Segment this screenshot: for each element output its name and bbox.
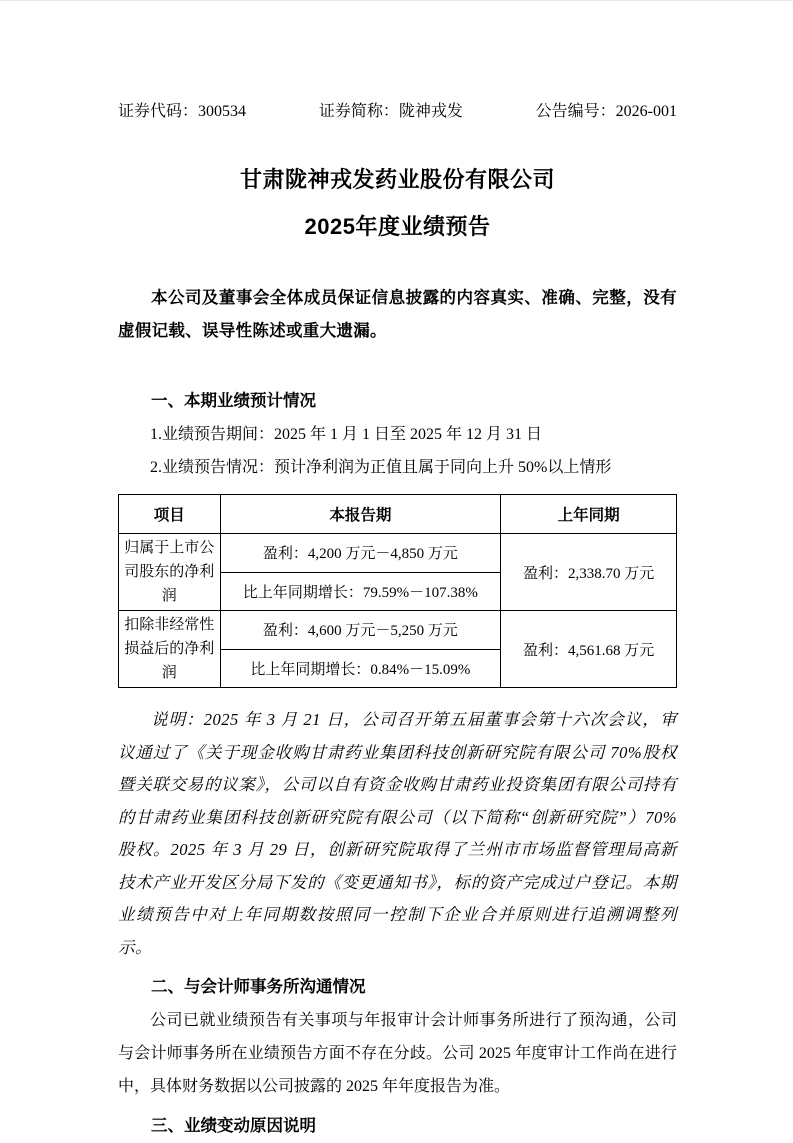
stock-short-name: 证券简称：陇神戎发: [318, 103, 463, 120]
table-row: [119, 534, 677, 573]
table-row: [119, 611, 677, 650]
row2-item-cell: 扣除非经常性损益后的净利润: [119, 611, 221, 688]
table-header-row: [119, 495, 677, 534]
document-title: 2025年度业绩预告: [304, 214, 491, 239]
column-header-item: 项目: [119, 495, 221, 534]
section-3-heading: 三、业绩变动原因说明: [151, 1117, 316, 1135]
row2-profit-cell: 盈利：4,600 万元－5,250 万元: [220, 611, 501, 650]
row1-growth-cell: 比上年同期增长：79.59%－107.38%: [220, 572, 501, 611]
section-2-body: 公司已就业绩预告有关事项与年报审计会计师事务所进行了预沟通，公司与会计师事务所在业绩预告方面不存在分歧。公司 2025 年度审计工作尚在进行中，具体财务数据以公司披露的 2025 年年度报告为准。: [118, 1012, 677, 1095]
disclaimer-statement: 本公司及董事会全体成员保证信息披露的内容真实、准确、完整，没有虚假记载、误导性陈述或重大遗漏。: [118, 289, 677, 340]
row1-item-cell: 归属于上市公司股东的净利润: [119, 534, 221, 611]
company-title: 甘肃陇神戎发药业股份有限公司: [239, 167, 555, 192]
section-2-heading: 二、与会计师事务所沟通情况: [151, 978, 366, 996]
row2-prior-cell: 盈利：4,561.68 万元: [501, 611, 677, 688]
stock-code: 证券代码：300534: [118, 103, 247, 120]
column-header-current-period: 本报告期: [220, 495, 501, 534]
row1-prior-cell: 盈利：2,338.70 万元: [501, 534, 677, 611]
title-block: [118, 165, 677, 242]
performance-forecast-table: [118, 494, 677, 688]
column-header-prior-period: 上年同期: [501, 495, 677, 534]
section-1-heading: 一、本期业绩预计情况: [151, 392, 316, 410]
row1-profit-cell: 盈利：4,200 万元－4,850 万元: [220, 534, 501, 573]
forecast-situation-line: 2.业绩预告情况：预计净利润为正值且属于同向上升 50%以上情形: [150, 459, 612, 476]
row2-growth-cell: 比上年同期增长：0.84%－15.09%: [220, 649, 501, 688]
document-header: [118, 101, 677, 123]
explanation-note: 说明：2025 年 3 月 21 日，公司召开第五届董事会第十六次会议，审议通过了《关于现金收购甘肃药业集团科技创新研究院有限公司 70%股权暨关联交易的议案》，公司以自有资金收购甘肃药业投资集团有限公司持有的甘肃药业集团科技创新研究院有限公司（以下简称“创新研究院”）70%股权。2025 年 3 月 29 日，创新研究院取得了兰州市市场监督管理局高新技术产业开发区分局下发的《变更通知书》，标的资产完成过户登记。本期业绩预告中对上年同期数按照同一控制下企业合并原则进行追溯调整列示。: [118, 710, 677, 957]
forecast-period-line: 1.业绩预告期间：2025 年 1 月 1 日至 2025 年 12 月 31 日: [150, 426, 543, 443]
announcement-number: 公告编号：2026-001: [535, 103, 677, 120]
